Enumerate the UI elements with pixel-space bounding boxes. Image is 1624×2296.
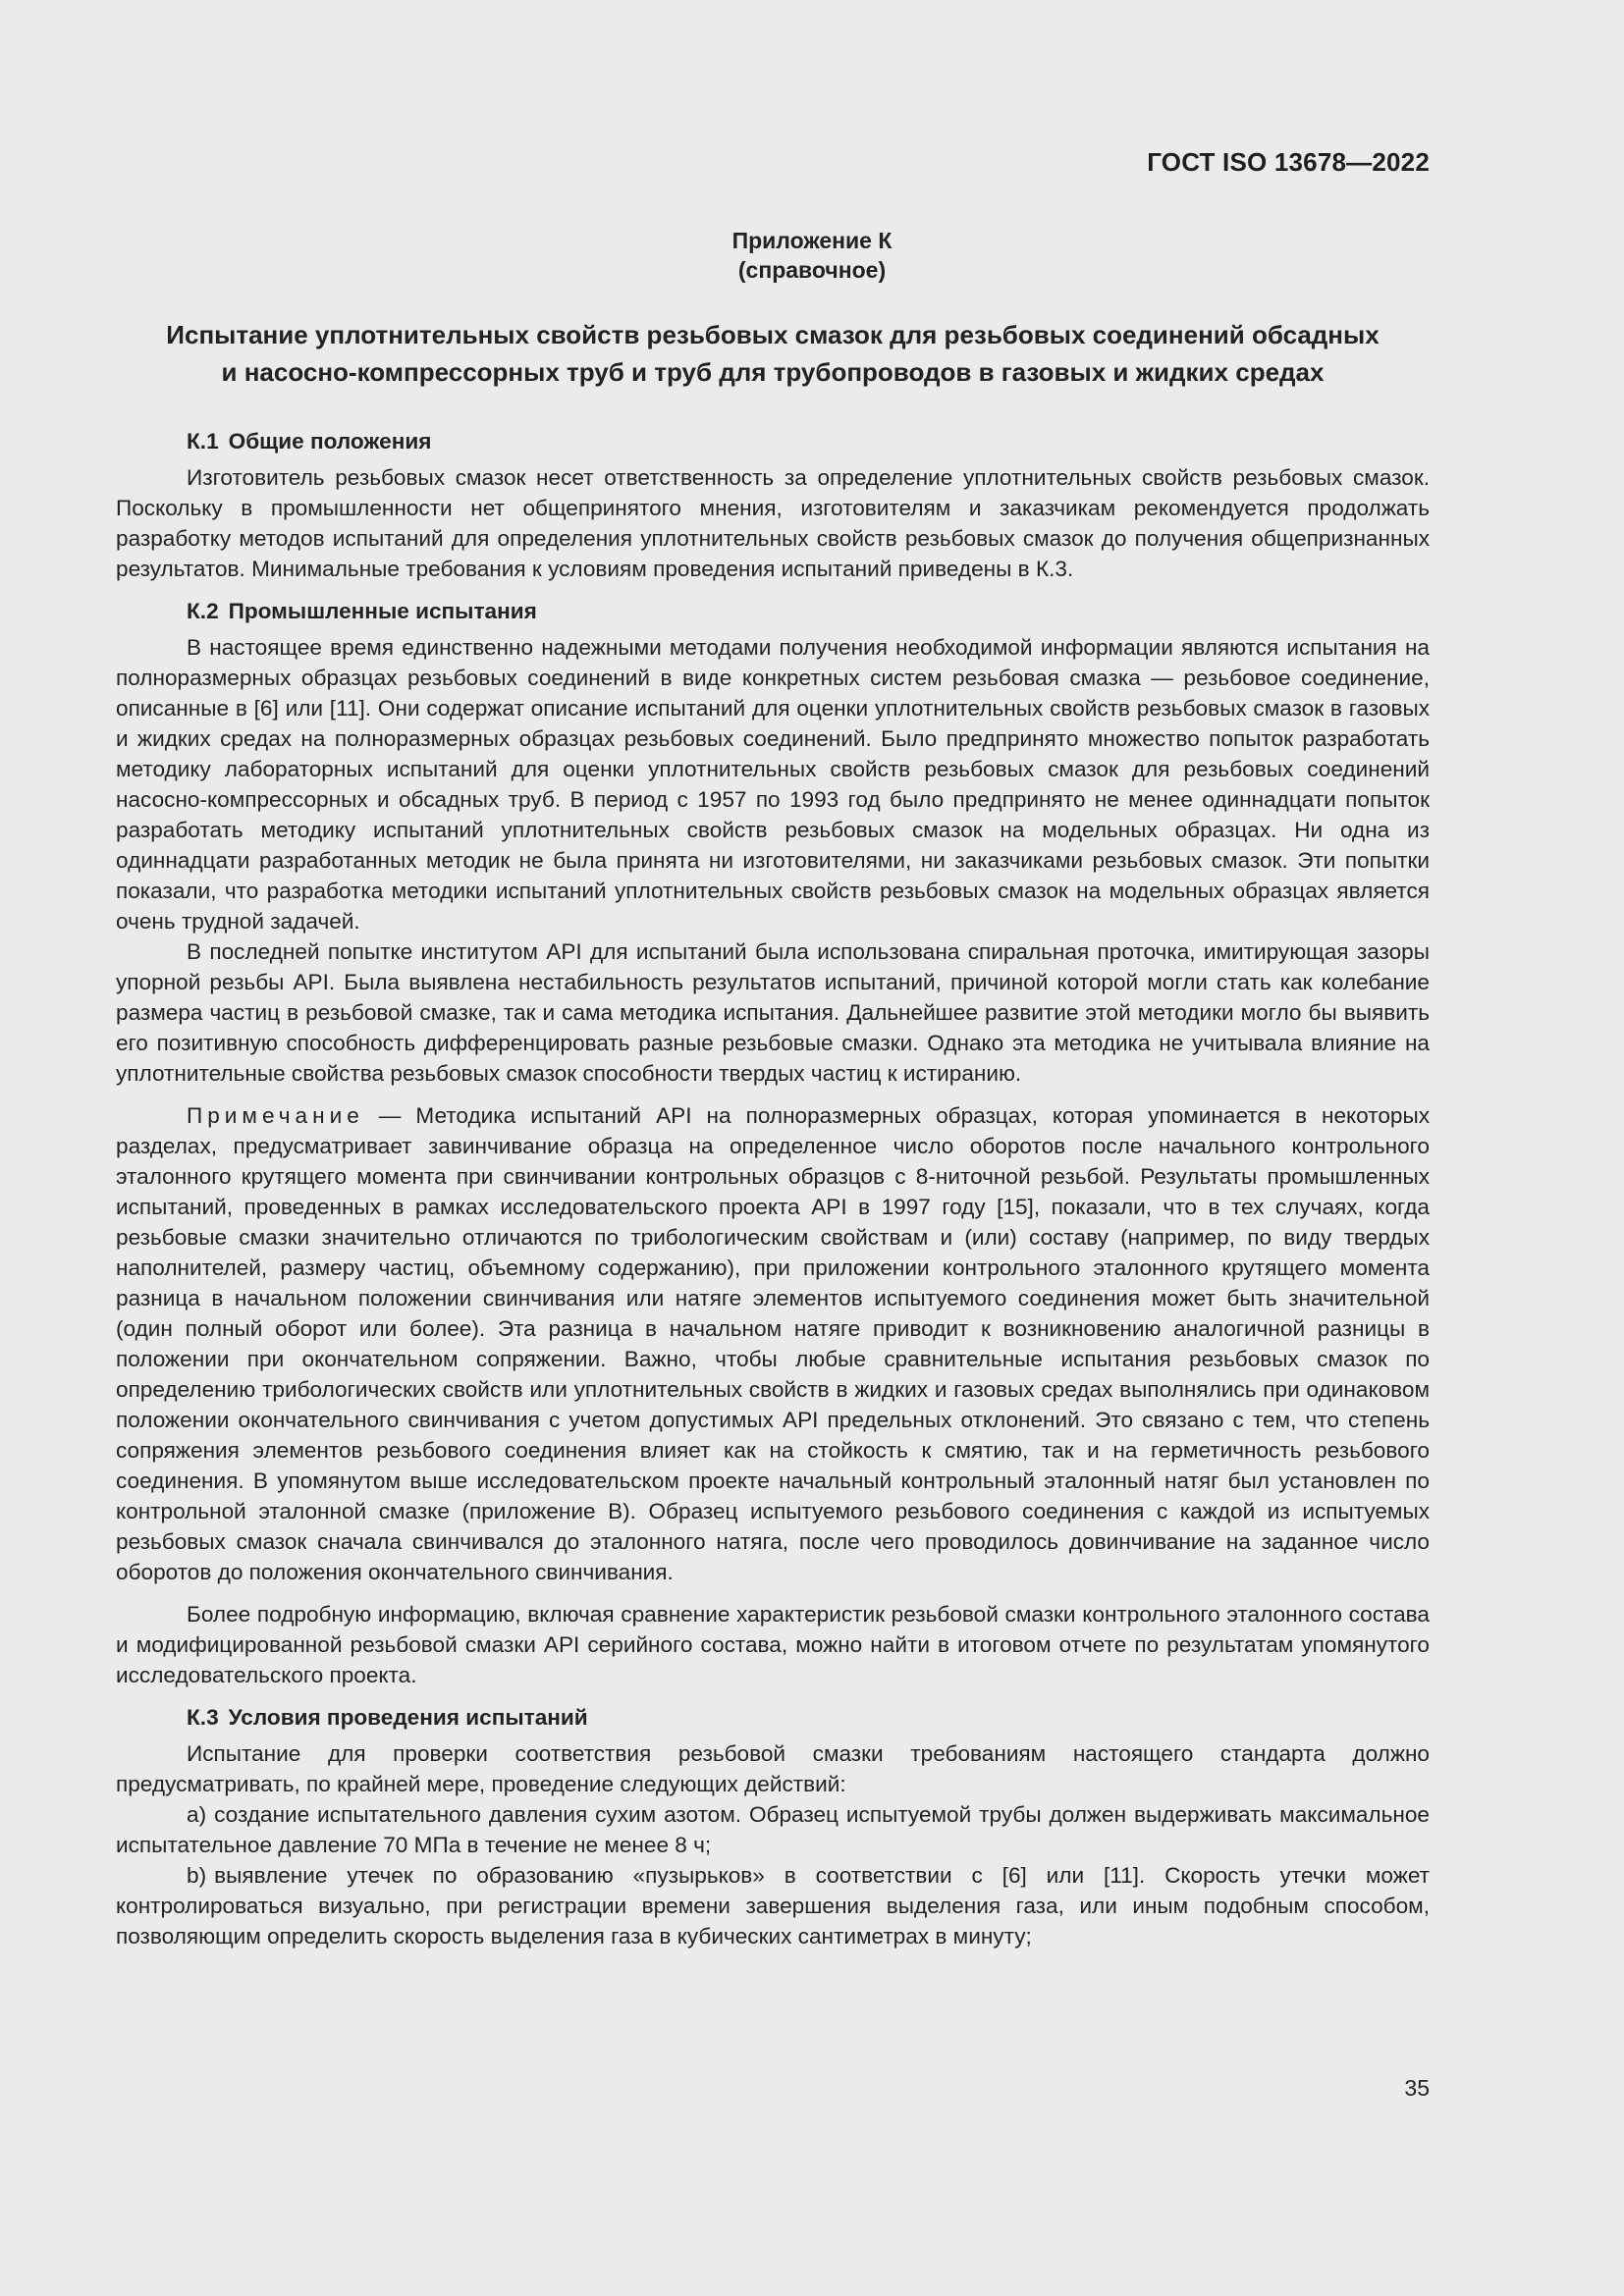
- paragraph: В последней попытке институтом API для испытаний была использована спиральная проточка, имитирующая зазоры упорной резьбы API. Была выявлена нестабильность результатов испытаний, причиной которой могли стать как колебание размера частиц в резьбовой смазке, так и сама методика испытания. Дальнейшее развитие этой методики могло бы выявить его позитивную способность дифференцировать разные резьбовые смазки. Однако эта методика не учитывала влияние на уплотнительные свойства резьбовых смазок способности твердых частиц к истиранию.: [116, 939, 1430, 1086]
- paragraph: Испытание для проверки соответствия резьбовой смазки требованиям настоящего стандарта должно предусматривать, по крайней мере, проведение следующих действий:: [116, 1741, 1430, 1796]
- list-item: [116, 1799, 1430, 1860]
- paragraph: Изготовитель резьбовых смазок несет ответственность за определение уплотнительных свойств резьбовых смазок. Поскольку в промышленности нет общепринятого мнения, изготовителям и заказчикам рекомендуется продолжать разработку методов испытаний для определения уплотнительных свойств резьбовых смазок до получения общепризнанных результатов. Минимальные требования к условиям проведения испытаний приведены в К.3.: [116, 465, 1430, 581]
- section-title: Промышленные испытания: [228, 599, 537, 623]
- section-title: Общие положения: [228, 429, 432, 454]
- annex-type: (справочное): [737, 257, 887, 283]
- list-marker: b): [187, 1863, 207, 1888]
- section-number: К.1: [187, 429, 219, 454]
- section-number: К.2: [187, 599, 219, 623]
- list-item-text: создание испытательного давления сухим азотом. Образец испытуемой трубы должен выдерживать максимальное испытательное давление 70 МПа в течение не менее 8 ч;: [116, 1802, 1430, 1857]
- document-code: ГОСТ ISO 13678—2022: [1147, 147, 1430, 177]
- page-number: 35: [1404, 2075, 1430, 2101]
- section-heading-k1: [116, 426, 1430, 456]
- paragraph: Более подробную информацию, включая сравнение характеристик резьбовой смазки контрольного эталонного состава и модифицированной резьбовой смазки API серийного состава, можно найти в итоговом отчете по результатам упомянутого исследовательского проекта.: [116, 1602, 1430, 1687]
- annex-heading: [0, 226, 1624, 285]
- section-number: К.3: [187, 1705, 219, 1730]
- list-item-text: выявление утечек по образованию «пузырьков» в соответствии с [6] или [11]. Скорость утечки может контролироваться визуально, при регистрации времени завершения выделения газа, или иным подобным способом, позволяющим определить скорость выделения газа в кубических сантиметрах в минуту;: [116, 1863, 1430, 1949]
- paragraph: В настоящее время единственно надежными методами получения необходимой информации являются испытания на полноразмерных образцах резьбовых соединений в виде конкретных систем резьбовая смазка — резьбовое соединение, описанные в [6] или [11]. Они содержат описание испытаний для оценки уплотнительных свойств резьбовых смазок в газовых и жидких средах на полноразмерных образцах резьбовых соединений. Было предпринято множество попыток разработать методику лабораторных испытаний для оценки уплотнительных свойств резьбовых смазок для резьбовых соединений насосно-компрессорных и обсадных труб. В период с 1957 по 1993 год было предпринято не менее одиннадцати попыток разработать методику испытаний уплотнительных свойств резьбовых смазок на модельных образцах. Ни одна из одиннадцати разработанных методик не была принята ни изготовителями, ни заказчиками резьбовых смазок. Эти попытки показали, что разработка методики испытаний уплотнительных свойств резьбовых смазок на модельных образцах является очень трудной задачей.: [116, 635, 1430, 934]
- annex-name: Приложение К: [731, 228, 893, 253]
- list-item: [116, 1860, 1430, 1951]
- annex-title: [116, 316, 1430, 391]
- section-heading-k3: [116, 1702, 1430, 1733]
- annex-title-line-2: и насосно-компрессорных труб и труб для трубопроводов в газовых и жидких средах: [221, 357, 1325, 387]
- section-title: Условия проведения испытаний: [228, 1705, 588, 1730]
- document-body: [116, 426, 1430, 1951]
- note-paragraph: [116, 1100, 1430, 1587]
- note-text: — Методика испытаний API на полноразмерных образцах, которая упоминается в некоторых разделах, предусматривает завинчивание образца на определенное число оборотов после начального контрольного эталонного крутящего момента при свинчивании контрольных образцов с 8-ниточной резьбой. Результаты промышленных испытаний, проведенных в рамках исследовательского проекта API в 1997 году [15], показали, что в тех случаях, когда резьбовые смазки значительно отличаются по трибологическим свойствам и (или) составу (например, по виду твердых наполнителей, размеру частиц, объемному содержанию), при приложении контрольного эталонного крутящего момента разница в начальном положении свинчивания или натяге элементов испытуемого соединения может быть значительной (один полный оборот или более). Эта разница в начальном натяге приводит к возникновению аналогичной разницы в положении при окончательном сопряжении. Важно, чтобы любые сравнительные испытания резьбовых смазок по определению трибологических свойств или уплотнительных свойств в жидких и газовых средах выполнялись при одинаковом положении окончательного свинчивания с учетом допустимых API предельных отклонений. Это связано с тем, что степень сопряжения элементов резьбового соединения влияет как на стойкость к смятию, так и на герметичность резьбового соединения. В упомянутом выше исследовательском проекте начальный контрольный эталонный натяг был установлен по контрольной эталонной смазке (приложение В). Образец испытуемого резьбового соединения с каждой из испытуемых резьбовых смазок сначала свинчивался до эталонного натяга, после чего проводилось довинчивание на заданное число оборотов до положения окончательного свинчивания.: [116, 1103, 1430, 1584]
- note-label: Примечание: [187, 1103, 364, 1128]
- annex-title-line-1: Испытание уплотнительных свойств резьбовых смазок для резьбовых соединений обсадных: [166, 320, 1380, 349]
- section-heading-k2: [116, 596, 1430, 626]
- list-marker: а): [187, 1802, 207, 1827]
